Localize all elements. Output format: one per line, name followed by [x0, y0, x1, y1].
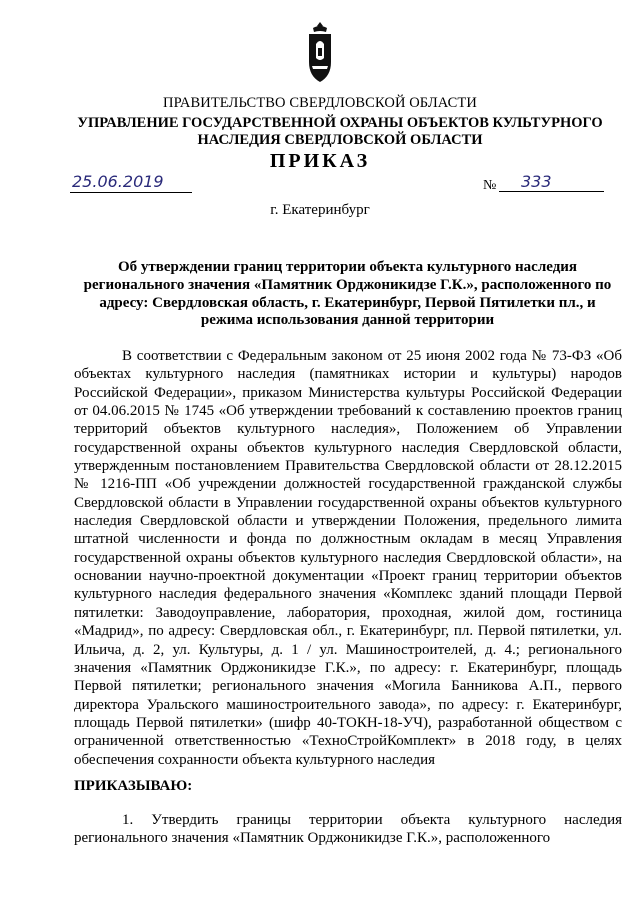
agency-name: УПРАВЛЕНИЕ ГОСУДАРСТВЕННОЙ ОХРАНЫ ОБЪЕКТОВ КУЛЬТУРНОГО НАСЛЕДИЯ СВЕРДЛОВСКОЙ ОБЛАСТИ [77, 115, 603, 148]
order-word: ПРИКАЗЫВАЮ: [74, 778, 193, 794]
coat-of-arms-emblem [303, 22, 337, 84]
government-name: ПРАВИТЕЛЬСТВО СВЕРДЛОВСКОЙ ОБЛАСТИ [163, 95, 477, 111]
document-type: ПРИКАЗ [269, 150, 371, 172]
preamble-paragraph: В соответствии с Федеральным законом от 25 июня 2002 года № 73-ФЗ «Об объектах культурного наследия (памятниках истории и культуры) народов Российской Федерации», приказом Министерства культуры Российской Федерации от 04.06.2015 № 1745 «Об утверждении требований к составлению проектов границ территорий объектов культурного наследия», Положением об Управлении государственной охраны объектов культурного наследия Свердловской области, утвержденным постановлением Правительства Свердловской области от 28.12.2015 № 1216-ПП «Об учреждении должностей государственной гражданской службы Свердловской области в Управлении государственной охраны объектов культурного наследия Свердловской области и утверждении Положения, предельного лимита штатной численности и фонда по должностным окладам в месяц Управления государственной охраны объектов культурного наследия Свердловской области», на основании научно-проектной документации «Проект границ территории объектов культурного наследия федерального значения «Комплекс зданий площади Первой пятилетки: Заводоуправление, лаборатория, проходная, жилой дом, гостиница «Мадрид», по адресу: Свердловская обл., г. Екатеринбург, пл. Первой пятилетки, ул. Ильича, д. 2, ул. Культуры, д. 1 / ул. Машиностроителей, д. 4.; регионального значения «Памятник Орджоникидзе Г.К.», по адресу: г. Екатеринбург, площадь Первой пятилетки; регионального значения «Могила Банникова А.П., первого директора Уральского машиностроительного завода», по адресу: г. Екатеринбург, площадь Первой пятилетки» (шифр 40-ТОКН-18-УЧ), разработанной обществом с ограниченной ответственностью «ТехноСтройКомплект» в 2018 году, в целях обеспечения сохранности объекта культурного наследия [74, 348, 622, 768]
city: г. Екатеринбург [270, 202, 370, 218]
order-item-1 [74, 811, 622, 848]
order-item-1-text: 1. Утвердить границы территории объекта культурного наследия регионального значения «Памятник Орджоникидзе Г.К.», расположенного [74, 812, 622, 847]
number-label: № [483, 178, 497, 193]
preamble [74, 347, 622, 769]
document-number: 333 [499, 172, 604, 192]
document-title: Об утверждении границ территории объекта культурного наследия регионального значения «Памятник Орджоникидзе Г.К.», расположенного по адресу: Свердловская область, г. Екатеринбург, Первой Пятилетки пл., и режима использования данной территории [83, 259, 612, 329]
document-date: 25.06.2019 [70, 172, 192, 193]
